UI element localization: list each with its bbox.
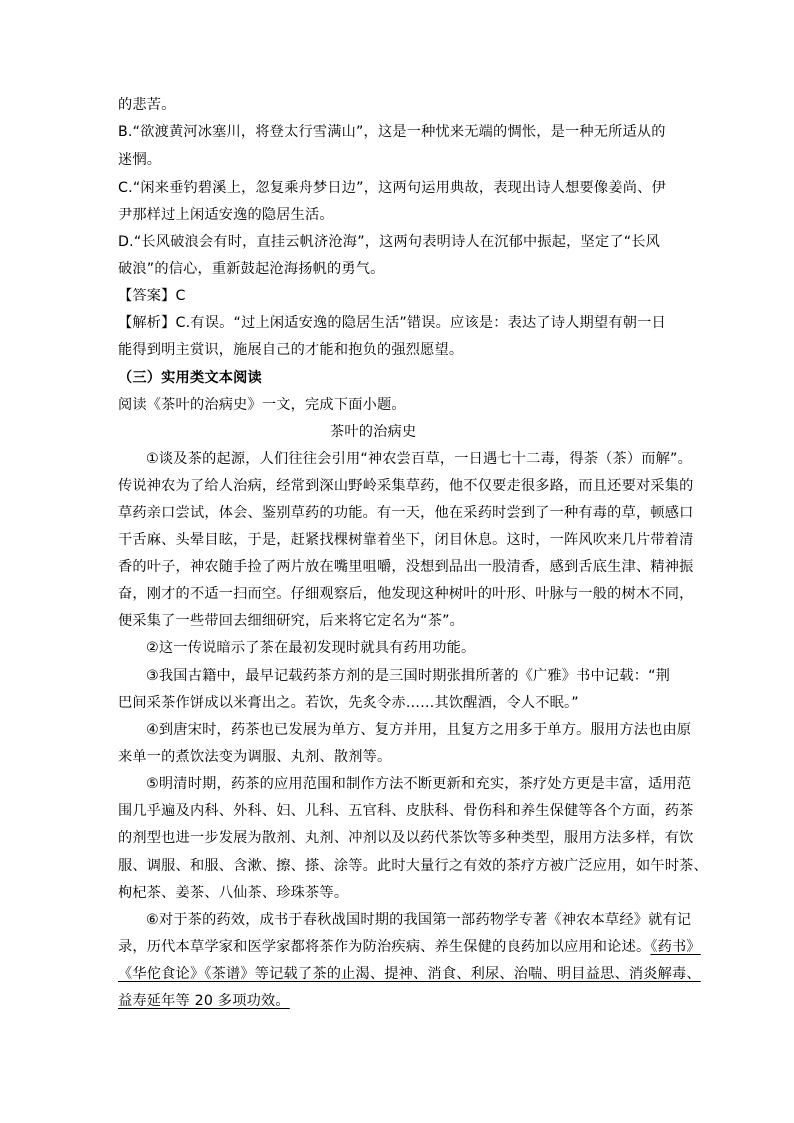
section-heading: （三）实用类文本阅读 [118, 370, 262, 386]
paragraph-6-line-2 [118, 937, 701, 957]
paragraph-1-line-1: ①谈及茶的起源，人们往往会引用“神农尝百草，一日遇七十二毒，得荼（茶）而解”。 [146, 451, 692, 467]
text-line: 的悲苦。 [118, 97, 176, 113]
paragraph-1-line-7: 便采集了一些带回去细细研究，后来将它定名为“茶”。 [118, 613, 465, 629]
paragraph-6-line-2-text: 录，历代本草学家和医学家都将茶作为防治疾病、养生保健的良药加以应用和论述。 [118, 939, 651, 955]
paragraph-2-line-1: ②这一传说暗示了茶在最初发现时就具有药用功能。 [146, 640, 476, 656]
answer-line: 【答案】C [118, 288, 186, 304]
paragraph-5-line-4: 服、调服、和服、含漱、擦、搽、涂等。此时大量行之有效的茶疗方被广泛应用，如午时茶、 [118, 858, 708, 874]
option-c-line-2: 尹那样过上闲适安逸的隐居生活。 [118, 207, 334, 223]
instruction-line: 阅读《茶叶的治病史》一文，完成下面小题。 [118, 397, 406, 413]
paragraph-5-line-5: 枸杞茶、姜茶、八仙茶、珍珠茶等。 [118, 885, 349, 901]
paragraph-1-line-3: 草药亲口尝试，体会、鉴别草药的功能。有一天，他在采药时尝到了一种有毒的草，顿感口 [118, 505, 694, 521]
paragraph-6-line-1: ⑥对于茶的药效，成书于春秋战国时期的我国第一部药物学专著《神农本草经》就有记 [146, 912, 692, 928]
paragraph-6-line-4: 益寿延年等 20 多项功效。 [118, 993, 290, 1009]
option-b-line-1: B.“欲渡黄河冰塞川，将登太行雪满山”，这是一种忧来无端的惆怅，是一种无所适从的 [118, 124, 666, 140]
underlined-book-title: 《药书》 [650, 939, 701, 955]
paragraph-6-line-3: 《华佗食论》《茶谱》等记载了茶的止渴、提神、消食、利尿、治喘、明目益思、消炎解毒、 [118, 966, 701, 982]
paragraph-1-line-6: 奋，刚才的不适一扫而空。仔细观察后，他发现这种树叶的叶形、叶脉与一般的树木不同， [118, 586, 694, 602]
paragraph-5-line-3: 的剂型也进一步发展为散剂、丸剂、冲剂以及以药代茶饮等多种类型，服用方法多样，有饮 [118, 830, 694, 846]
option-b-line-2: 迷惘。 [118, 152, 162, 168]
article-title: 茶叶的治病史 [330, 424, 417, 440]
analysis-line-1: 【解析】C.有误。“过上闲适安逸的隐居生活”错误。应该是：表达了诗人期望有朝一日 [118, 315, 666, 331]
paragraph-1-line-5: 香的叶子，神农随手捡了两片放在嘴里咀嚼，没想到品出一股清香，感到舌底生津、精神振 [118, 559, 694, 575]
paragraph-4-line-1: ④到唐宋时，药茶也已发展为单方、复方并用，且复方之用多于单方。服用方法也由原 [146, 722, 692, 738]
option-d-line-1: D.“长风破浪会有时，直挂云帆济沧海”，这两句表明诗人在沉郁中振起，坚定了“长风 [118, 234, 661, 250]
paragraph-1-line-4: 干舌麻、头晕目眩，于是，赶紧找棵树靠着坐下，闭目休息。这时，一阵风吹来几片带着清 [118, 532, 694, 548]
option-d-line-2: 破浪”的信心，重新鼓起沧海扬帆的勇气。 [118, 261, 385, 277]
paragraph-3-line-1: ③我国古籍中，最早记载药茶方剂的是三国时期张揖所著的《广雅》书中记载：“荆 [146, 668, 671, 684]
analysis-line-2: 能得到明主赏识，施展自己的才能和抱负的强烈愿望。 [118, 342, 464, 358]
option-c-line-1: C.“闲来垂钓碧溪上，忽复乘舟梦日边”，这两句运用典故，表现出诗人想要像姜尚、伊 [118, 180, 666, 196]
paragraph-3-line-2: 巴间采茶作饼成以米膏出之。若饮，先炙令赤……其饮醒酒，令人不眠。” [118, 695, 579, 711]
paragraph-5-line-1: ⑤明清时期，药茶的应用范围和制作方法不断更新和充实，茶疗处方更是丰富，适用范 [146, 776, 692, 792]
paragraph-4-line-2: 来单一的煮饮法变为调服、丸剂、散剂等。 [118, 749, 392, 765]
paragraph-5-line-2: 围几乎遍及内科、外科、妇、儿科、五官科、皮肤科、骨伤科和养生保健等各个方面，药茶 [118, 803, 694, 819]
paragraph-1-line-2: 传说神农为了给人治病，经常到深山野岭采集草药，他不仅要走很多路，而且还要对采集的 [118, 478, 694, 494]
